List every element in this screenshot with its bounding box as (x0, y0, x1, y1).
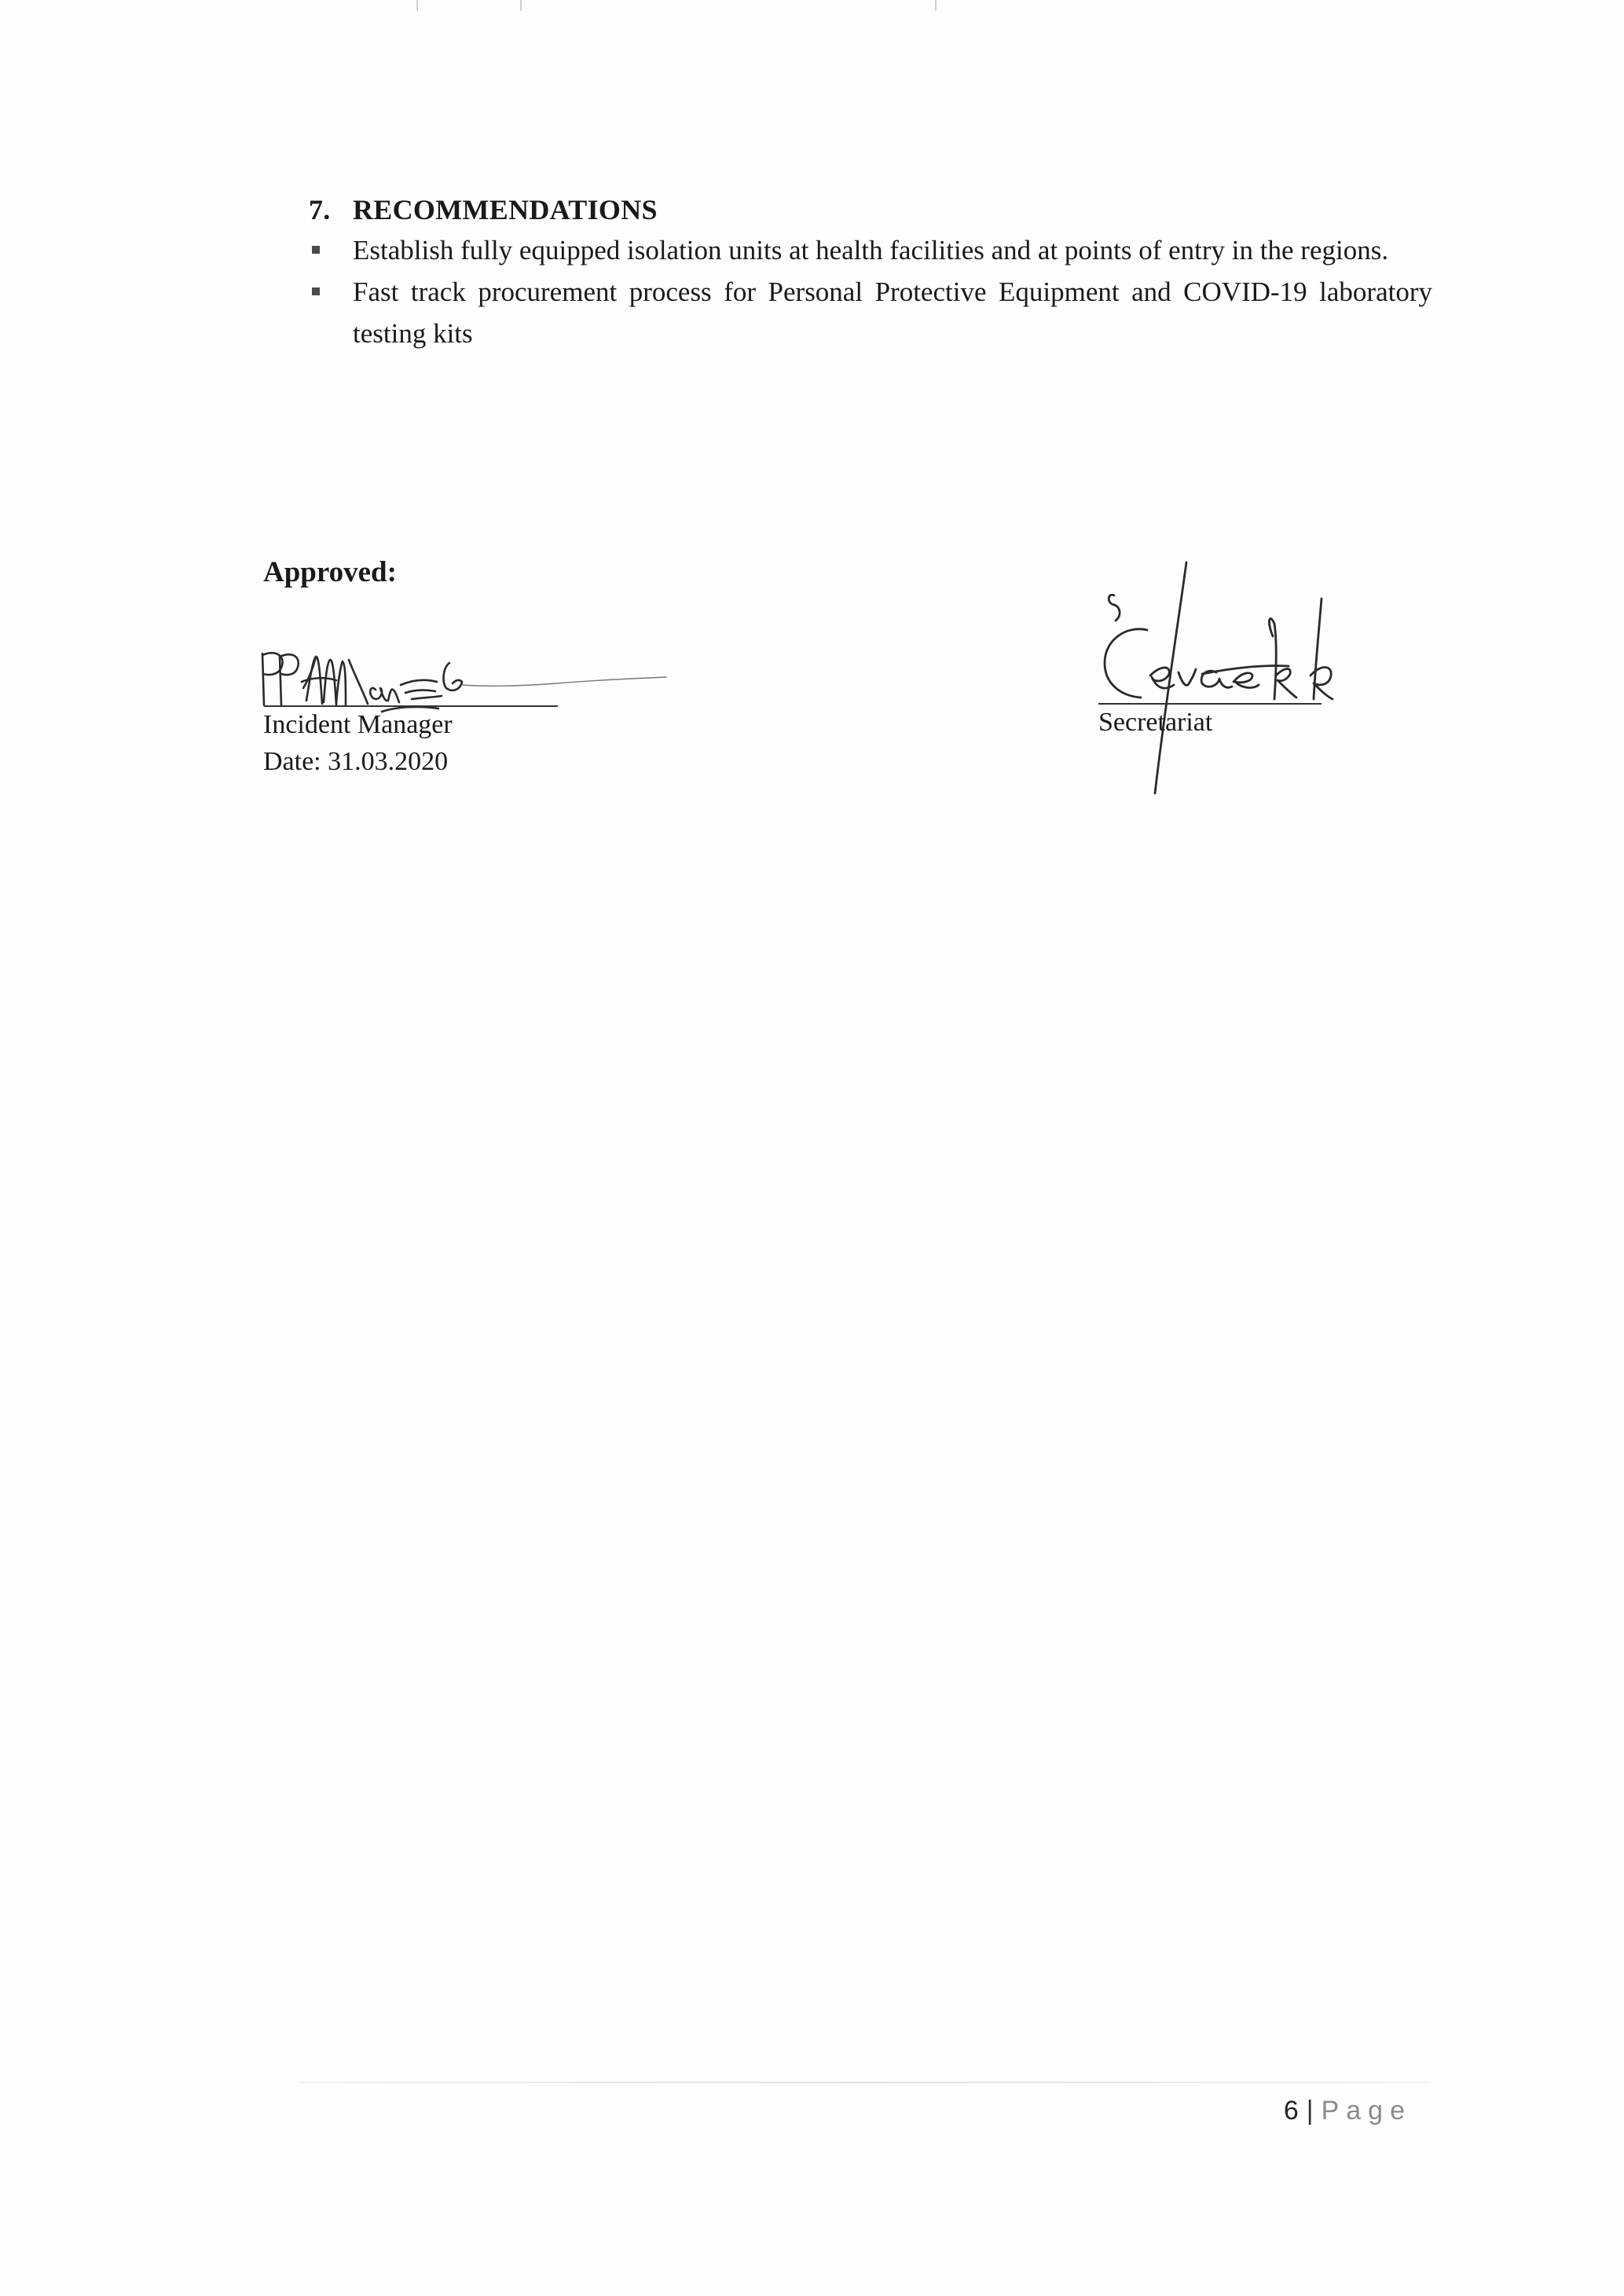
square-bullet-icon (312, 246, 320, 254)
secretariat-signature-block (1084, 558, 1367, 809)
list-item (309, 229, 1432, 271)
scan-artifact (520, 0, 522, 11)
section-number: 7. (309, 194, 331, 225)
square-bullet-icon (312, 287, 320, 295)
recommendations-list (309, 229, 1432, 354)
list-item-text: Fast track procurement process for Personal Protective Equipment and COVID-19 laboratory testing kits (353, 276, 1432, 349)
page-separator: | (1306, 2096, 1314, 2126)
signature-line (1098, 703, 1322, 705)
approval-date: Date: 31.03.2020 (263, 747, 449, 776)
list-item (309, 271, 1432, 354)
page-footer (1284, 2093, 1412, 2128)
secretariat-title: Secretariat (1098, 708, 1213, 737)
secretariat-signature (1084, 558, 1367, 809)
scan-artifact (935, 0, 937, 11)
footer-divider (299, 2082, 1430, 2083)
approved-label: Approved: (263, 556, 397, 588)
scan-artifact (416, 0, 418, 11)
section-title: RECOMMENDATIONS (353, 194, 658, 225)
incident-manager-title: Incident Manager (263, 710, 453, 739)
page-number: 6 (1283, 2096, 1299, 2126)
page-label: Page (1321, 2096, 1412, 2126)
signature-line (264, 705, 558, 707)
section-heading (309, 192, 658, 228)
list-item-text: Establish fully equipped isolation units at health facilities and at points of entry in the regions. (353, 235, 1389, 265)
